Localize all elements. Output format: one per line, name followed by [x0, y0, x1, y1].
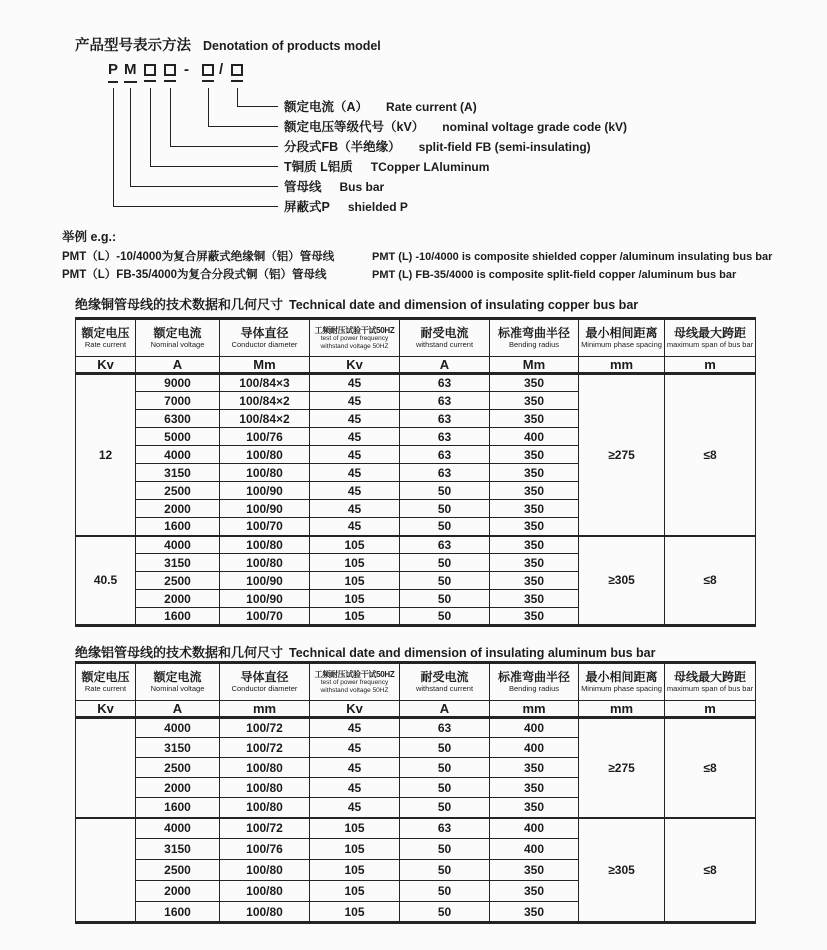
label-cn: T铜质 L铝质 [284, 160, 353, 174]
table-cell: 100/80 [220, 778, 310, 798]
table-cell: 45 [310, 428, 400, 446]
table-cell: 350 [490, 410, 579, 428]
table-cell: 105 [310, 536, 400, 554]
table-cell: 105 [310, 608, 400, 626]
table-cell: 1600 [136, 902, 220, 923]
label-en: shielded P [347, 200, 408, 214]
header-cell: 导体直径 Conductor diameter [220, 319, 310, 357]
table-row [76, 536, 756, 554]
header-cell: 额定电流 Nominal voltage [136, 663, 220, 701]
table-cell: 350 [490, 482, 579, 500]
aluminum-table [75, 661, 756, 924]
model-box [164, 64, 176, 82]
table-row [76, 818, 756, 839]
table-cell: 100/80 [220, 860, 310, 881]
model-box-square [202, 64, 214, 76]
table-cell: 50 [400, 839, 490, 860]
table-cell: 100/80 [220, 902, 310, 923]
table-cell: 50 [400, 758, 490, 778]
table-cell: 3150 [136, 839, 220, 860]
table-cell: 9000 [136, 374, 220, 392]
table-row [76, 718, 756, 738]
table-cell: 45 [310, 446, 400, 464]
table-cell: 100/76 [220, 839, 310, 860]
unit-cell: Kv [76, 357, 136, 374]
table-cell: 350 [490, 778, 579, 798]
section-title-cn: 绝缘铜管母线的技术数据和几何尺寸 [75, 297, 284, 312]
max-span-cell: ≤8 [665, 818, 756, 923]
table-cell: 100/70 [220, 608, 310, 626]
model-letter-p: P [108, 62, 118, 83]
table-cell: 100/90 [220, 482, 310, 500]
table-cell: 2500 [136, 860, 220, 881]
unit-cell: Mm [220, 357, 310, 374]
label-cn: 屏蔽式P [284, 200, 330, 214]
max-span-cell: ≤8 [665, 536, 756, 626]
header-cell: 额定电压 Rate current [76, 663, 136, 701]
table-cell: 3150 [136, 464, 220, 482]
header-cell: 母线最大跨距 maximum span of bus bar [665, 319, 756, 357]
table-cell: 6300 [136, 410, 220, 428]
model-box [231, 64, 243, 82]
unit-cell: A [136, 357, 220, 374]
table-cell: 45 [310, 482, 400, 500]
model-label-bus-bar [284, 179, 384, 195]
examples-heading: 举例 e.g.: [62, 230, 117, 244]
voltage-cell: 12 [76, 374, 136, 536]
table-row [76, 374, 756, 392]
table-cell: 100/90 [220, 572, 310, 590]
example-row [62, 248, 772, 266]
table-cell: 350 [490, 554, 579, 572]
table-cell: 50 [400, 518, 490, 536]
model-box-square [144, 64, 156, 76]
table-cell: 50 [400, 500, 490, 518]
table-cell: 3150 [136, 738, 220, 758]
page-title-en: Denotation of products model [203, 39, 381, 53]
table-cell: 2500 [136, 482, 220, 500]
unit-cell: m [665, 701, 756, 718]
model-box [202, 64, 214, 82]
table-cell: 63 [400, 410, 490, 428]
header-cell: 标准弯曲半径 Bending radius [490, 663, 579, 701]
label-en: Bus bar [339, 180, 385, 194]
unit-cell: Kv [310, 357, 400, 374]
header-cell: 额定电压 Rate current [76, 319, 136, 357]
table-cell: 400 [490, 428, 579, 446]
table-cell: 63 [400, 536, 490, 554]
header-cell: 耐受电流 withstand current [400, 663, 490, 701]
table-cell: 105 [310, 902, 400, 923]
phase-spacing-cell: ≥305 [579, 818, 665, 923]
table-cell: 50 [400, 778, 490, 798]
table-cell: 350 [490, 572, 579, 590]
table-cell: 350 [490, 446, 579, 464]
max-span-cell: ≤8 [665, 374, 756, 536]
table-cell: 50 [400, 572, 490, 590]
page-title-cn: 产品型号表示方法 [75, 38, 191, 54]
table-cell: 100/72 [220, 718, 310, 738]
unit-cell: mm [579, 701, 665, 718]
table-cell: 45 [310, 374, 400, 392]
table-cell: 350 [490, 536, 579, 554]
table-cell: 100/84×3 [220, 374, 310, 392]
table-cell: 45 [310, 798, 400, 818]
table-cell: 100/80 [220, 798, 310, 818]
table-cell: 350 [490, 860, 579, 881]
model-slash: / [219, 61, 224, 78]
table-cell: 63 [400, 464, 490, 482]
model-label-material [284, 159, 489, 175]
table-cell: 100/70 [220, 518, 310, 536]
table-cell: 4000 [136, 818, 220, 839]
label-en: split-field FB (semi-insulating) [418, 140, 591, 154]
table-cell: 100/84×2 [220, 392, 310, 410]
unit-cell: Mm [490, 357, 579, 374]
example-cn: PMT（L）FB-35/4000为复合分段式铜（铝）管母线 [62, 269, 327, 281]
header-cell: 最小相间距离 Minimum phase spacing [579, 663, 665, 701]
unit-cell: A [400, 357, 490, 374]
table-cell: 100/90 [220, 500, 310, 518]
table-cell: 350 [490, 518, 579, 536]
label-cn: 额定电压等级代号（kV） [284, 120, 425, 134]
table-cell: 100/72 [220, 818, 310, 839]
table-cell: 2500 [136, 758, 220, 778]
header-cell: 耐受电流 withstand current [400, 319, 490, 357]
table-cell: 350 [490, 798, 579, 818]
table-cell: 400 [490, 738, 579, 758]
table-cell: 2500 [136, 572, 220, 590]
section-title-en: Technical date and dimension of insulating copper bus bar [289, 298, 639, 312]
table-cell: 105 [310, 554, 400, 572]
table-cell: 50 [400, 590, 490, 608]
table-cell: 50 [400, 902, 490, 923]
table-cell: 50 [400, 860, 490, 881]
header-cell: 最小相间距离 Minimum phase spacing [579, 319, 665, 357]
table-cell: 63 [400, 446, 490, 464]
table-cell: 5000 [136, 428, 220, 446]
table-cell: 45 [310, 518, 400, 536]
example-en: PMT (L) -10/4000 is composite shielded copper /aluminum insulating bus bar [372, 251, 773, 263]
table-cell: 100/84×2 [220, 410, 310, 428]
table-cell: 50 [400, 798, 490, 818]
copper-table-title [75, 294, 638, 314]
table-cell: 50 [400, 554, 490, 572]
table-cell: 350 [490, 608, 579, 626]
table-cell: 350 [490, 374, 579, 392]
table-cell: 4000 [136, 718, 220, 738]
voltage-cell: 40.5 [76, 536, 136, 626]
table-cell: 100/80 [220, 758, 310, 778]
table-cell: 63 [400, 374, 490, 392]
table-cell: 45 [310, 738, 400, 758]
table-cell: 100/80 [220, 881, 310, 902]
header-cell: 额定电流 Nominal voltage [136, 319, 220, 357]
label-en: Rate current (A) [386, 100, 477, 114]
units-row [76, 701, 756, 718]
header-cell: 标准弯曲半径 Bending radius [490, 319, 579, 357]
voltage-cell [76, 818, 136, 923]
table-cell: 350 [490, 902, 579, 923]
model-letter-m: M [124, 62, 137, 83]
table-cell: 50 [400, 482, 490, 500]
header-cell: 工频耐压试验干试50HZ test of power frequency withstand voltage 50HZ [310, 663, 400, 701]
aluminum-table-title [75, 642, 656, 662]
table-cell: 45 [310, 392, 400, 410]
model-box-square [164, 64, 176, 76]
table-cell: 105 [310, 818, 400, 839]
table-cell: 45 [310, 500, 400, 518]
table-cell: 45 [310, 778, 400, 798]
table-cell: 350 [490, 464, 579, 482]
table-cell: 350 [490, 590, 579, 608]
table-cell: 100/80 [220, 554, 310, 572]
table-cell: 2000 [136, 881, 220, 902]
table-cell: 400 [490, 839, 579, 860]
table-cell: 45 [310, 758, 400, 778]
table-cell: 400 [490, 718, 579, 738]
header-row [76, 663, 756, 701]
examples-section [62, 227, 772, 284]
section-title-cn: 绝缘铝管母线的技术数据和几何尺寸 [75, 645, 284, 660]
unit-cell: mm [579, 357, 665, 374]
phase-spacing-cell: ≥275 [579, 374, 665, 536]
model-label-voltage-grade [284, 119, 627, 135]
table-cell: 100/80 [220, 464, 310, 482]
unit-cell: m [665, 357, 756, 374]
example-en: PMT (L) FB-35/4000 is composite split-field copper /aluminum bus bar [372, 269, 737, 281]
table-cell: 50 [400, 881, 490, 902]
model-label-rate-current [284, 99, 477, 115]
model-label-split-field [284, 139, 591, 155]
copper-table [75, 317, 756, 627]
model-box-square [231, 64, 243, 76]
header-row [76, 319, 756, 357]
label-cn: 管母线 [284, 180, 322, 194]
table-cell: 63 [400, 718, 490, 738]
label-cn: 额定电流（A） [284, 100, 369, 114]
table-cell: 7000 [136, 392, 220, 410]
unit-cell: A [136, 701, 220, 718]
table-cell: 3150 [136, 554, 220, 572]
table-cell: 63 [400, 818, 490, 839]
connector-line [113, 88, 278, 207]
table-cell: 400 [490, 818, 579, 839]
label-en: TCopper LAluminum [370, 160, 490, 174]
unit-cell: Kv [310, 701, 400, 718]
table-cell: 1600 [136, 798, 220, 818]
model-dash: - [184, 61, 189, 78]
table-cell: 350 [490, 881, 579, 902]
page-title [75, 34, 381, 55]
table-cell: 105 [310, 572, 400, 590]
unit-cell: mm [490, 701, 579, 718]
table-cell: 45 [310, 410, 400, 428]
table-cell: 100/90 [220, 590, 310, 608]
table-cell: 45 [310, 464, 400, 482]
table-cell: 2000 [136, 500, 220, 518]
phase-spacing-cell: ≥275 [579, 718, 665, 818]
phase-spacing-cell: ≥305 [579, 536, 665, 626]
table-cell: 4000 [136, 446, 220, 464]
section-title-en: Technical date and dimension of insulating aluminum bus bar [289, 646, 656, 660]
table-cell: 2000 [136, 590, 220, 608]
table-cell: 1600 [136, 518, 220, 536]
model-box [144, 64, 156, 82]
table-cell: 2000 [136, 778, 220, 798]
voltage-cell [76, 718, 136, 818]
table-cell: 63 [400, 392, 490, 410]
table-cell: 45 [310, 718, 400, 738]
max-span-cell: ≤8 [665, 718, 756, 818]
example-row [62, 266, 772, 284]
header-cell: 工频耐压试验干试50HZ test of power frequency withstand voltage 50HZ [310, 319, 400, 357]
label-cn: 分段式FB（半绝缘） [284, 140, 401, 154]
unit-cell: Kv [76, 701, 136, 718]
unit-cell: A [400, 701, 490, 718]
table-cell: 105 [310, 590, 400, 608]
table-cell: 105 [310, 881, 400, 902]
unit-cell: mm [220, 701, 310, 718]
table-cell: 105 [310, 860, 400, 881]
table-cell: 50 [400, 608, 490, 626]
table-cell: 4000 [136, 536, 220, 554]
table-cell: 100/80 [220, 446, 310, 464]
header-cell: 母线最大跨距 maximum span of bus bar [665, 663, 756, 701]
table-cell: 50 [400, 738, 490, 758]
units-row [76, 357, 756, 374]
table-cell: 105 [310, 839, 400, 860]
example-cn: PMT（L）-10/4000为复合屏蔽式绝缘铜（铝）管母线 [62, 251, 335, 263]
table-cell: 350 [490, 758, 579, 778]
table-cell: 350 [490, 500, 579, 518]
table-cell: 100/80 [220, 536, 310, 554]
table-cell: 100/76 [220, 428, 310, 446]
table-cell: 350 [490, 392, 579, 410]
table-cell: 1600 [136, 608, 220, 626]
table-cell: 100/72 [220, 738, 310, 758]
model-label-shielded [284, 199, 408, 215]
label-en: nominal voltage grade code (kV) [442, 120, 628, 134]
header-cell: 导体直径 Conductor diameter [220, 663, 310, 701]
table-cell: 63 [400, 428, 490, 446]
